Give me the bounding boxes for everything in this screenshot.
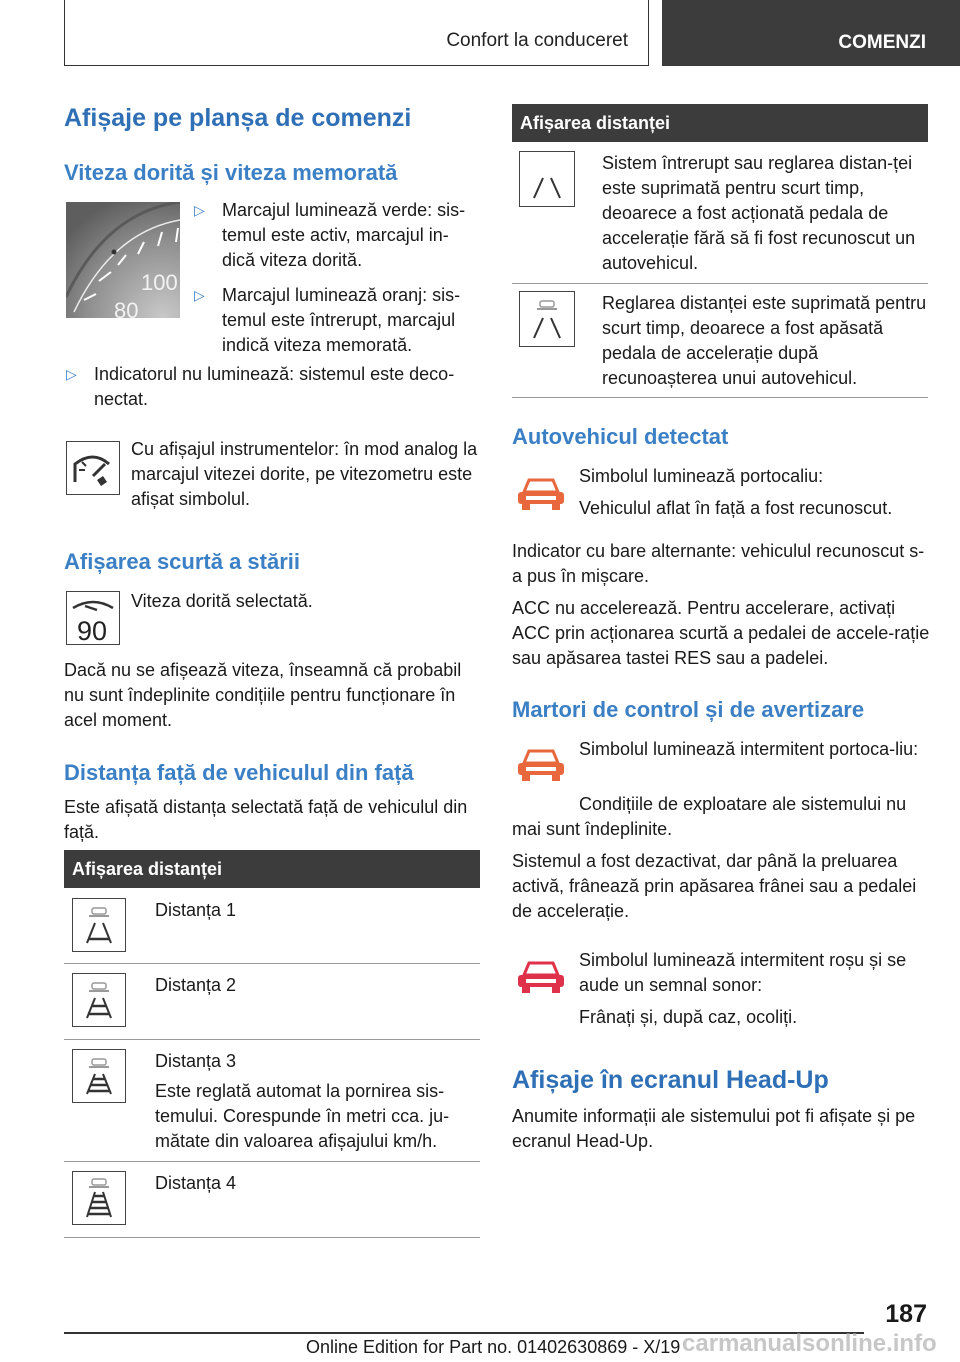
distance-2-label: Distanța 2 xyxy=(155,975,237,995)
row-divider xyxy=(512,397,928,398)
table-header-right xyxy=(512,104,928,142)
triangle-bullet-icon: ▷ xyxy=(194,287,205,303)
section-heading-warnings: Martori de control și de avertizare xyxy=(512,697,865,722)
table-header-left xyxy=(64,850,480,888)
suppressed-symbol xyxy=(519,291,575,347)
speed-status-icon xyxy=(67,592,119,644)
status-speed-value: 90 xyxy=(77,616,108,644)
distance-4-symbol xyxy=(72,1171,126,1225)
bullet-orange: ▷ Marcajul luminează oranj: sis-temul este întrerupt, marcajul indică viteza memorată. xyxy=(194,285,461,355)
distance-paragraph: Este afișată distanța selectată față de vehiculul din față. xyxy=(64,797,468,842)
status-text: Viteza dorită selectată. xyxy=(131,591,313,611)
warning-orange-symbol xyxy=(514,745,568,785)
bullet-off: ▷ Indicatorul nu luminează: sistemul este deco-nectat. xyxy=(66,364,455,409)
warning-red-symbol xyxy=(514,957,568,997)
detected-line1: Simbolul luminează portocaliu: xyxy=(579,466,824,486)
speedometer-icon xyxy=(66,202,180,318)
row-divider xyxy=(64,1237,480,1238)
page-number: 187 xyxy=(885,1300,927,1328)
triangle-bullet-icon: ▷ xyxy=(194,202,205,218)
section-heading-status: Afișarea scurtă a stării xyxy=(64,549,301,574)
interrupted-symbol xyxy=(519,151,575,207)
suppressed-text: Reglarea distanței este suprimată pentru scurt timp, deoarece a fost apăsată pedala de accelerație după recunoașterea unui autovehicul. xyxy=(602,293,927,388)
table-header-label: Afișarea distanței xyxy=(520,112,671,133)
distance-4-icon xyxy=(73,1172,125,1224)
warning-paragraph: Sistemul a fost dezactivat, dar până la preluarea activă, frânează prin apăsarea frânei sau a pedalei de accelerație. xyxy=(512,851,917,921)
row-divider xyxy=(64,1039,480,1040)
red-line1: Simbolul luminează intermitent roșu și se aude un semnal sonor: xyxy=(579,950,907,995)
speedo-label-100: 100 xyxy=(141,270,178,295)
vehicle-orange-warning-icon xyxy=(514,745,568,785)
distance-3-icon xyxy=(73,1050,125,1102)
speedo-label-80: 80 xyxy=(114,298,139,318)
section-title-hud: Afișaje în ecranul Head-Up xyxy=(512,1066,829,1094)
speedometer-image xyxy=(66,202,180,318)
table-header-label: Afișarea distanței xyxy=(72,858,223,879)
distance-interrupted-icon xyxy=(520,152,574,206)
chapter-label: COMENZI xyxy=(838,32,926,53)
distance-1-icon xyxy=(73,899,125,951)
interrupted-text: Sistem întrerupt sau reglarea distan-ței este suprimată pentru scurt timp, deoarece a fost acționată pedala de accelerație fără să fi fost recunoscut un autovehicul. xyxy=(602,153,916,273)
analog-description: Cu afișajul instrumentelor: în mod analog la marcajul vitezei dorite, pe vitezometru este afișat simbolul. xyxy=(131,439,478,509)
red-line2: Frânați și, după caz, ocoliți. xyxy=(579,1007,798,1027)
row-divider xyxy=(512,283,928,284)
distance-3-symbol xyxy=(72,1049,126,1103)
warning-line2: Condițiile de exploatare ale sistemului nu mai sunt îndeplinite. xyxy=(512,794,907,839)
distance-2-symbol xyxy=(72,973,126,1027)
distance-3-label: Distanța 3 xyxy=(155,1051,237,1071)
distance-1-label: Distanța 1 xyxy=(155,900,237,920)
cruise-control-icon xyxy=(67,442,119,494)
triangle-bullet-icon: ▷ xyxy=(66,366,77,382)
vehicle-orange-symbol xyxy=(514,474,568,514)
header-section: Confort la conduceret xyxy=(446,30,628,51)
distance-1-symbol xyxy=(72,898,126,952)
page-title: Afișaje pe planșa de comenzi xyxy=(64,104,412,132)
row-divider xyxy=(64,963,480,964)
distance-suppressed-icon xyxy=(520,292,574,346)
watermark: carmanualsonline.info xyxy=(682,1330,937,1357)
distance-4-label: Distanța 4 xyxy=(155,1173,237,1193)
vehicle-red-warning-icon xyxy=(514,957,568,997)
distance-3-extra: Este reglată automat la pornirea sis-temului. Corespunde în metri cca. ju-mătate din valoarea afișajului km/h. xyxy=(155,1081,450,1151)
status-symbol-box xyxy=(66,591,120,645)
header-chapter xyxy=(662,0,960,66)
status-paragraph: Dacă nu se afișează viteza, înseamnă că probabil nu sunt îndeplinite condițiile pentru funcționare în acel moment. xyxy=(64,660,462,730)
section-heading-detected: Autovehicul detectat xyxy=(512,424,729,449)
detected-paragraph1: Indicator cu bare alternante: vehiculul recunoscut s-a pus în mișcare. xyxy=(512,541,925,586)
cruise-symbol-box xyxy=(66,441,120,495)
detected-line2: Vehiculul aflat în față a fost recunoscut. xyxy=(579,498,893,518)
row-divider xyxy=(64,1161,480,1162)
distance-2-icon xyxy=(73,974,125,1026)
footer-edition: Online Edition for Part no. 01402630869 - X/19 xyxy=(306,1337,681,1357)
section-heading-distance: Distanța față de vehiculul din față xyxy=(64,760,414,785)
section-heading-speed: Viteza dorită și viteza memorată xyxy=(64,160,398,185)
detected-paragraph2: ACC nu accelerează. Pentru accelerare, activați ACC prin acționarea scurtă a pedalei de accele-rație sau apăsarea tastei RES sau a padelei. xyxy=(512,598,930,668)
vehicle-orange-icon xyxy=(514,474,568,514)
warning-line1: Simbolul luminează intermitent portoca-liu: xyxy=(579,739,919,759)
hud-paragraph: Anumite informații ale sistemului pot fi afișate și pe ecranul Head-Up. xyxy=(512,1106,916,1151)
bullet-green: ▷ Marcajul luminează verde: sis-temul este activ, marcajul in-dică viteza dorită. xyxy=(194,200,466,270)
